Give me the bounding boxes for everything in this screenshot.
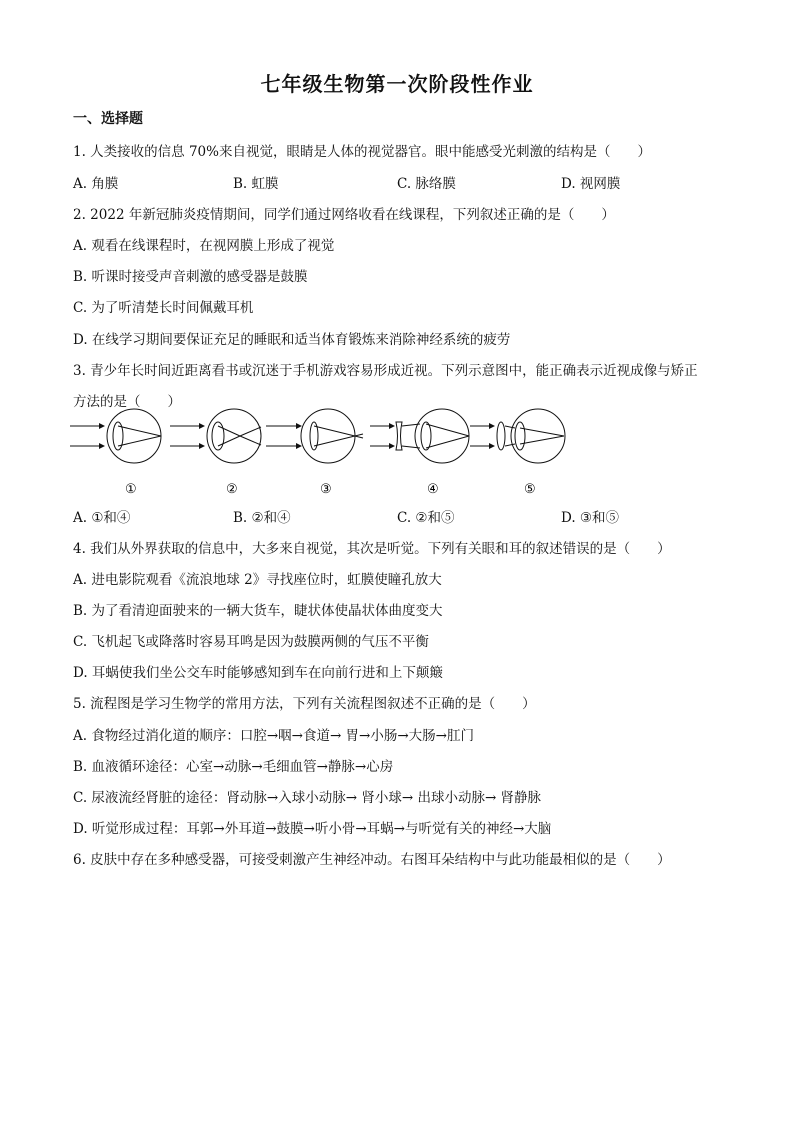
question-1-option-a[interactable]: A. 角膜 [73, 176, 119, 192]
myopia-diagram [68, 408, 568, 500]
question-1-stem: 1. 人类接收的信息 70%来自视觉，眼睛是人体的视觉器官。眼中能感受光刺激的结构是（ ） [73, 144, 651, 160]
figure-label-1: ① [125, 482, 137, 497]
figure-4-eye [370, 409, 469, 463]
question-4-option-b[interactable]: B. 为了看清迎面驶来的一辆大货车，睫状体使晶状体曲度变大 [73, 603, 443, 619]
figure-2-eye [170, 409, 261, 463]
question-4-option-d[interactable]: D. 耳蜗使我们坐公交车时能够感知到车在向前行进和上下颠簸 [73, 665, 443, 681]
question-3-option-a[interactable]: A. ①和④ [73, 510, 131, 526]
question-1-option-b[interactable]: B. 虹膜 [233, 176, 279, 192]
question-5-option-c[interactable]: C. 尿液流经肾脏的途径：肾动脉→入球小动脉→ 肾小球→ 出球小动脉→ 肾静脉 [73, 790, 542, 806]
question-4-option-a[interactable]: A. 进电影院观看《流浪地球 2》寻找座位时，虹膜使瞳孔放大 [73, 572, 442, 588]
question-2-option-a[interactable]: A. 观看在线课程时，在视网膜上形成了视觉 [73, 238, 335, 254]
question-3-option-d[interactable]: D. ③和⑤ [561, 510, 620, 526]
question-2-stem: 2. 2022 年新冠肺炎疫情期间，同学们通过网络收看在线课程，下列叙述正确的是（ ） [73, 207, 615, 223]
question-4-option-c[interactable]: C. 飞机起飞或降落时容易耳鸣是因为鼓膜两侧的气压不平衡 [73, 634, 429, 650]
question-3-stem-cont: 方法的是（ ） [73, 394, 181, 410]
question-1-option-c[interactable]: C. 脉络膜 [397, 176, 456, 192]
figure-label-4: ④ [427, 482, 439, 497]
question-5-option-b[interactable]: B. 血液循环途径：心室→动脉→毛细血管→静脉→心房 [73, 759, 394, 775]
question-3-option-b[interactable]: B. ②和④ [233, 510, 291, 526]
question-6-stem: 6. 皮肤中存在多种感受器，可接受刺激产生神经冲动。右图耳朵结构中与此功能最相似的是（ ） [73, 852, 671, 868]
question-1-option-d[interactable]: D. 视网膜 [561, 176, 621, 192]
question-2-option-d[interactable]: D. 在线学习期间要保证充足的睡眠和适当体育锻炼来消除神经系统的疲劳 [73, 332, 511, 348]
question-3-option-c[interactable]: C. ②和⑤ [397, 510, 455, 526]
question-2-option-c[interactable]: C. 为了听清楚长时间佩戴耳机 [73, 300, 254, 316]
figure-label-3: ③ [320, 482, 332, 497]
figure-label-2: ② [226, 482, 238, 497]
question-5-stem: 5. 流程图是学习生物学的常用方法，下列有关流程图叙述不正确的是（ ） [73, 696, 536, 712]
question-3-stem: 3. 青少年长时间近距离看书或沉迷于手机游戏容易形成近视。下列示意图中，能正确表示近视成像与矫正 [73, 363, 698, 379]
section-heading: 一、选择题 [73, 111, 143, 127]
question-2-option-b[interactable]: B. 听课时接受声音刺激的感受器是鼓膜 [73, 269, 308, 285]
figure-label-5: ⑤ [524, 482, 536, 497]
page-title: 七年级生物第一次阶段性作业 [260, 72, 534, 96]
figure-3-eye [266, 409, 363, 463]
question-5-option-d[interactable]: D. 听觉形成过程：耳郭→外耳道→鼓膜→听小骨→耳蜗→与听觉有关的神经→大脑 [73, 821, 552, 837]
figure-5-eye [470, 409, 565, 463]
figure-1-eye [70, 409, 161, 463]
question-4-stem: 4. 我们从外界获取的信息中，大多来自视觉，其次是听觉。下列有关眼和耳的叙述错误的是（ ） [73, 541, 671, 557]
question-5-option-a[interactable]: A. 食物经过消化道的顺序：口腔→咽→食道→ 胃→小肠→大肠→肛门 [73, 728, 474, 744]
